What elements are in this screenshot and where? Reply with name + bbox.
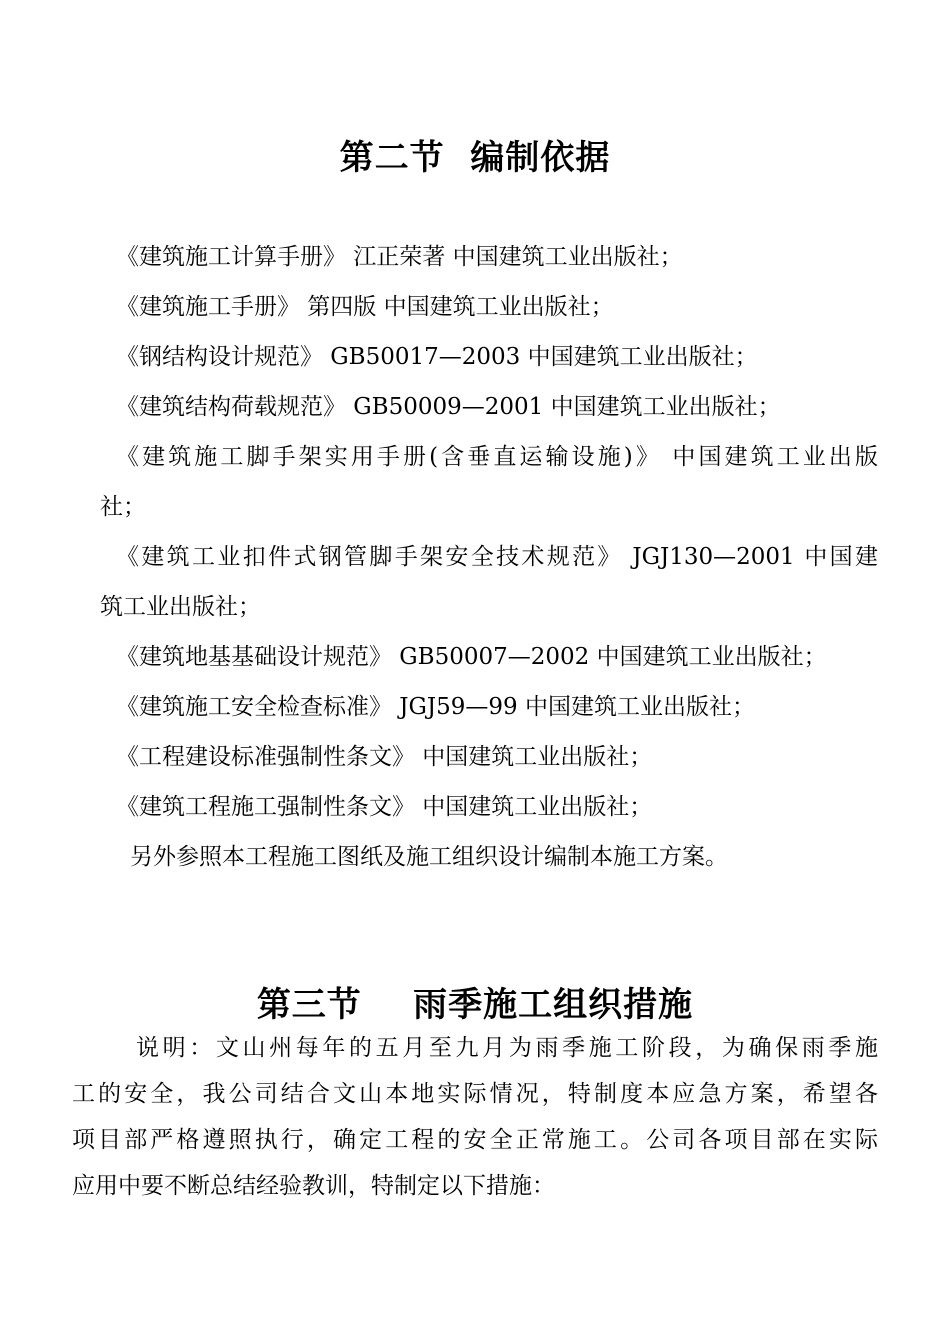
reference-item: 《建筑结构荷载规范》 GB50009—2001 中国建筑工业出版社； <box>116 394 781 420</box>
paragraph-line: 项目部严格遵照执行，确定工程的安全正常施工。公司各项目部在实际 <box>72 1127 878 1153</box>
section-3-title: 第三节 雨季施工组织措施 <box>256 985 694 1025</box>
paragraph-line: 工的安全，我公司结合文山本地实际情况，特制度本应急方案，希望各 <box>72 1081 878 1107</box>
reference-item: 《建筑施工安全检查标准》 JGJ59—99 中国建筑工业出版社； <box>116 694 755 720</box>
reference-item <box>100 532 878 632</box>
reference-item <box>100 432 878 532</box>
reference-item: 《建筑施工手册》 第四版 中国建筑工业出版社； <box>116 294 614 320</box>
reference-line: 《建筑工业扣件式钢管脚手架安全技术规范》 JGJ130—2001 中国建 <box>116 544 878 570</box>
reference-item: 《工程建设标准强制性条文》 中国建筑工业出版社； <box>116 744 653 770</box>
section-3-paragraph <box>72 1025 878 1209</box>
paragraph-line: 应用中要不断总结经验教训，特制定以下措施： <box>72 1173 555 1199</box>
reference-list <box>100 232 878 882</box>
paragraph-line: 说明：文山州每年的五月至九月为雨季施工阶段，为确保雨季施 <box>136 1035 878 1061</box>
reference-extra-note: 另外参照本工程施工图纸及施工组织设计编制本施工方案。 <box>130 844 728 870</box>
reference-line: 筑工业出版社； <box>100 594 261 620</box>
reference-item: 《建筑施工计算手册》 江正荣著 中国建筑工业出版社； <box>116 244 683 270</box>
section-2-title: 第二节 编制依据 <box>339 138 611 178</box>
reference-item: 《建筑工程施工强制性条文》 中国建筑工业出版社； <box>116 794 653 820</box>
reference-item: 《钢结构设计规范》 GB50017—2003 中国建筑工业出版社； <box>116 344 758 370</box>
reference-item: 《建筑地基基础设计规范》 GB50007—2002 中国建筑工业出版社； <box>116 644 827 670</box>
reference-line: 社； <box>100 494 146 520</box>
reference-line: 《建筑施工脚手架实用手册(含垂直运输设施)》 中国建筑工业出版 <box>116 444 878 470</box>
